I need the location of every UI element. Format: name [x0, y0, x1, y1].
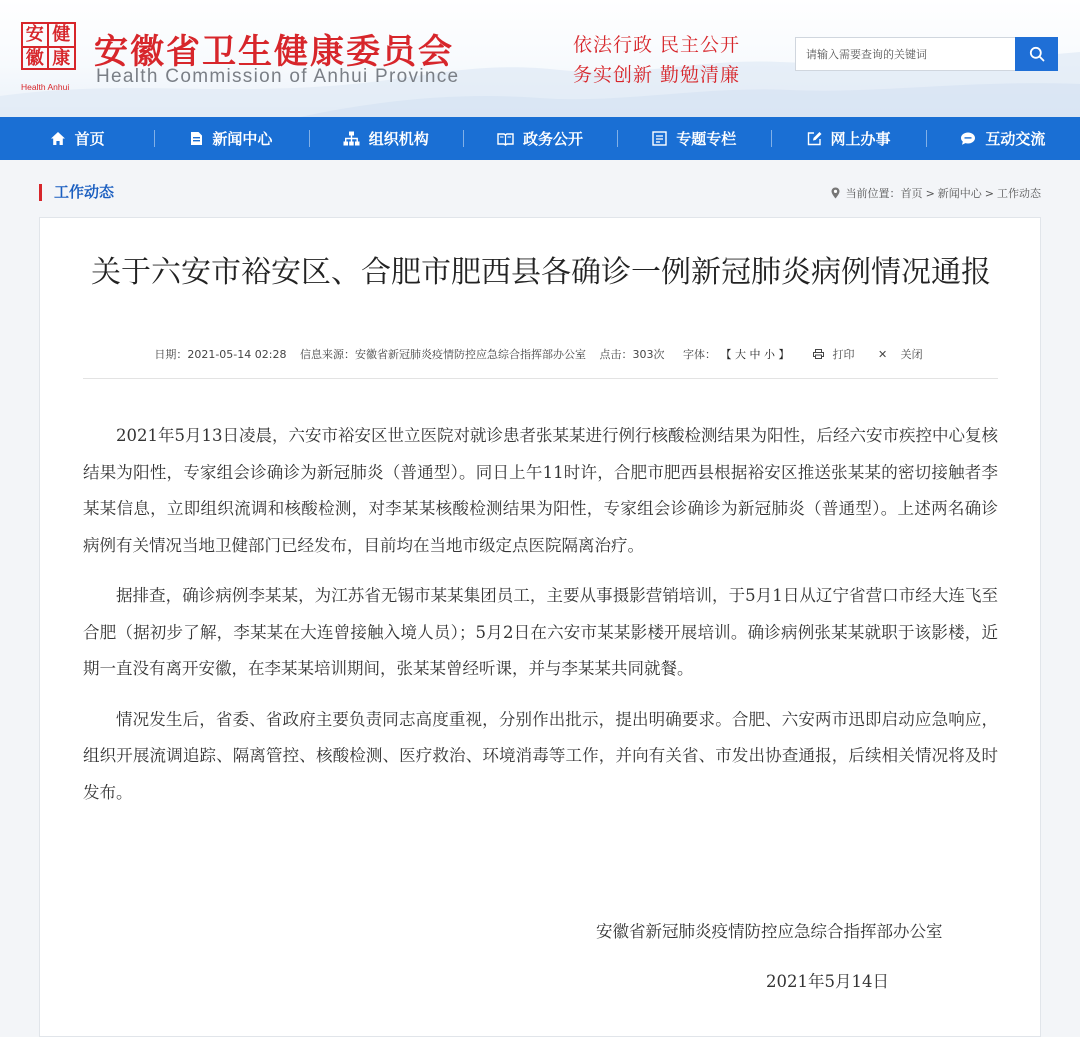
article-paragraph: 2021年5月13日凌晨，六安市裕安区世立医院对就诊患者张某某进行例行核酸检测结果为阳性，后经六安市疾控中心复核结果为阳性，专家组会诊确诊为新冠肺炎（普通型）。同日上午11时许，合肥市肥西县根据裕安区推送张某某的密切接触者李某某信息，立即组织流调和核酸检测，对李某某核酸检测结果为阳性，专家组会诊确诊为新冠肺炎（普通型）。上述两名确诊病例有关情况当地卫健部门已经发布，目前均在当地市级定点医院隔离治疗。 [83, 426, 998, 555]
breadcrumb [831, 185, 1041, 201]
nav-item-online-services[interactable] [771, 117, 925, 160]
meta-divider [83, 378, 998, 379]
font-size-label: 字体： [682, 348, 716, 361]
print-button[interactable] [813, 348, 863, 361]
breadcrumb-separator: > [925, 186, 935, 200]
search-input[interactable] [796, 38, 1014, 70]
article-paragraph: 据排查，确诊病例李某某，为江苏省无锡市某某集团员工，主要从事摄影营销培训，于5月1日从辽宁省营口市经大连飞至合肥（据初步了解，李某某在大连曾接触入境人员）；5月2日在六安市某某影楼开展培训。确诊病例张某某就职于该影楼，近期一直没有离开安徽，在李某某培训期间，张某某曾经听课，并与李某某共同就餐。 [83, 586, 998, 678]
section-title: 工作动态 [39, 184, 114, 201]
article-paragraph: 情况发生后，省委、省政府主要负责同志高度重视，分别作出批示，提出明确要求。合肥、六安两市迅即启动应急响应，组织开展流调追踪、隔离管控、核酸检测、医疗救治、环境消毒等工作，并向有关省、市发出协查通报，后续相关情况将及时发布。 [83, 709, 998, 802]
site-logo[interactable] [21, 22, 78, 92]
article-date: 日期：2021-05-14 02:28 [154, 348, 287, 361]
slogan-line-2: 务实创新 勤勉清廉 [573, 64, 741, 86]
book-icon [497, 132, 514, 146]
article-source: 信息来源：安徽省新冠肺炎疫情防控应急综合指挥部办公室 [299, 348, 586, 361]
section-bar [0, 160, 1080, 217]
nav-item-topics[interactable] [617, 117, 771, 160]
logo-char: 徽 [23, 48, 49, 70]
breadcrumb-home[interactable]: 首页 [900, 187, 923, 200]
breadcrumb-news-center[interactable]: 新闻中心 [937, 187, 982, 200]
nav-item-news[interactable] [154, 117, 308, 160]
article-clicks: 点击：303次 [599, 348, 665, 361]
close-label: 关闭 [900, 348, 923, 361]
font-size-control [678, 348, 795, 361]
chat-icon [960, 131, 976, 146]
font-size-options[interactable]: 【 大 中 小 】 [725, 348, 790, 361]
breadcrumb-work-updates[interactable]: 工作动态 [997, 187, 1041, 200]
logo-char: 健 [49, 24, 75, 48]
site-subtitle: Health Commission of Anhui Province [96, 66, 460, 87]
print-label: 打印 [832, 348, 855, 361]
printer-icon [813, 349, 824, 359]
article-panel [39, 217, 1041, 1037]
article-body [83, 418, 998, 825]
site-title[interactable]: 安徽省卫生健康委员会 [94, 32, 454, 72]
nav-label: 政务公开 [522, 130, 583, 148]
main-nav [0, 117, 1080, 160]
location-pin-icon [831, 187, 840, 199]
nav-label: 网上办事 [830, 130, 891, 148]
slogan-line-1: 依法行政 民主公开 [573, 34, 741, 56]
logo-char: 安 [23, 24, 49, 48]
search-box [795, 37, 1058, 71]
nav-label: 新闻中心 [212, 130, 273, 148]
nav-label: 专题专栏 [676, 130, 737, 148]
nav-item-interaction[interactable] [926, 117, 1080, 160]
document-icon [190, 131, 203, 146]
nav-label: 互动交流 [985, 130, 1046, 148]
home-icon [50, 131, 66, 146]
logo-seal-grid [21, 22, 76, 70]
close-icon: ✕ [877, 348, 888, 361]
nav-item-gov-affairs[interactable] [463, 117, 617, 160]
article-meta [40, 346, 1042, 362]
site-header [0, 0, 1080, 117]
search-icon [1029, 46, 1045, 62]
nav-label: 首页 [74, 130, 105, 148]
org-chart-icon [343, 131, 360, 146]
article-title: 关于六安市裕安区、合肥市肥西县各确诊一例新冠肺炎病例情况通报 [91, 255, 991, 290]
nav-item-home[interactable] [0, 117, 154, 160]
nav-label: 组织机构 [368, 130, 429, 148]
logo-char: 康 [52, 48, 71, 69]
logo-english: Health Anhui [21, 82, 70, 92]
article-sign-date: 2021年5月14日 [766, 972, 889, 991]
article-signature: 安徽省新冠肺炎疫情防控应急综合指挥部办公室 [596, 922, 943, 941]
topic-icon [652, 131, 667, 146]
close-button[interactable] [873, 348, 928, 361]
search-button[interactable] [1015, 37, 1058, 71]
breadcrumb-separator: > [984, 186, 994, 200]
nav-item-organization[interactable] [309, 117, 463, 160]
edit-icon [807, 131, 822, 146]
breadcrumb-prefix: 当前位置： [845, 187, 901, 200]
